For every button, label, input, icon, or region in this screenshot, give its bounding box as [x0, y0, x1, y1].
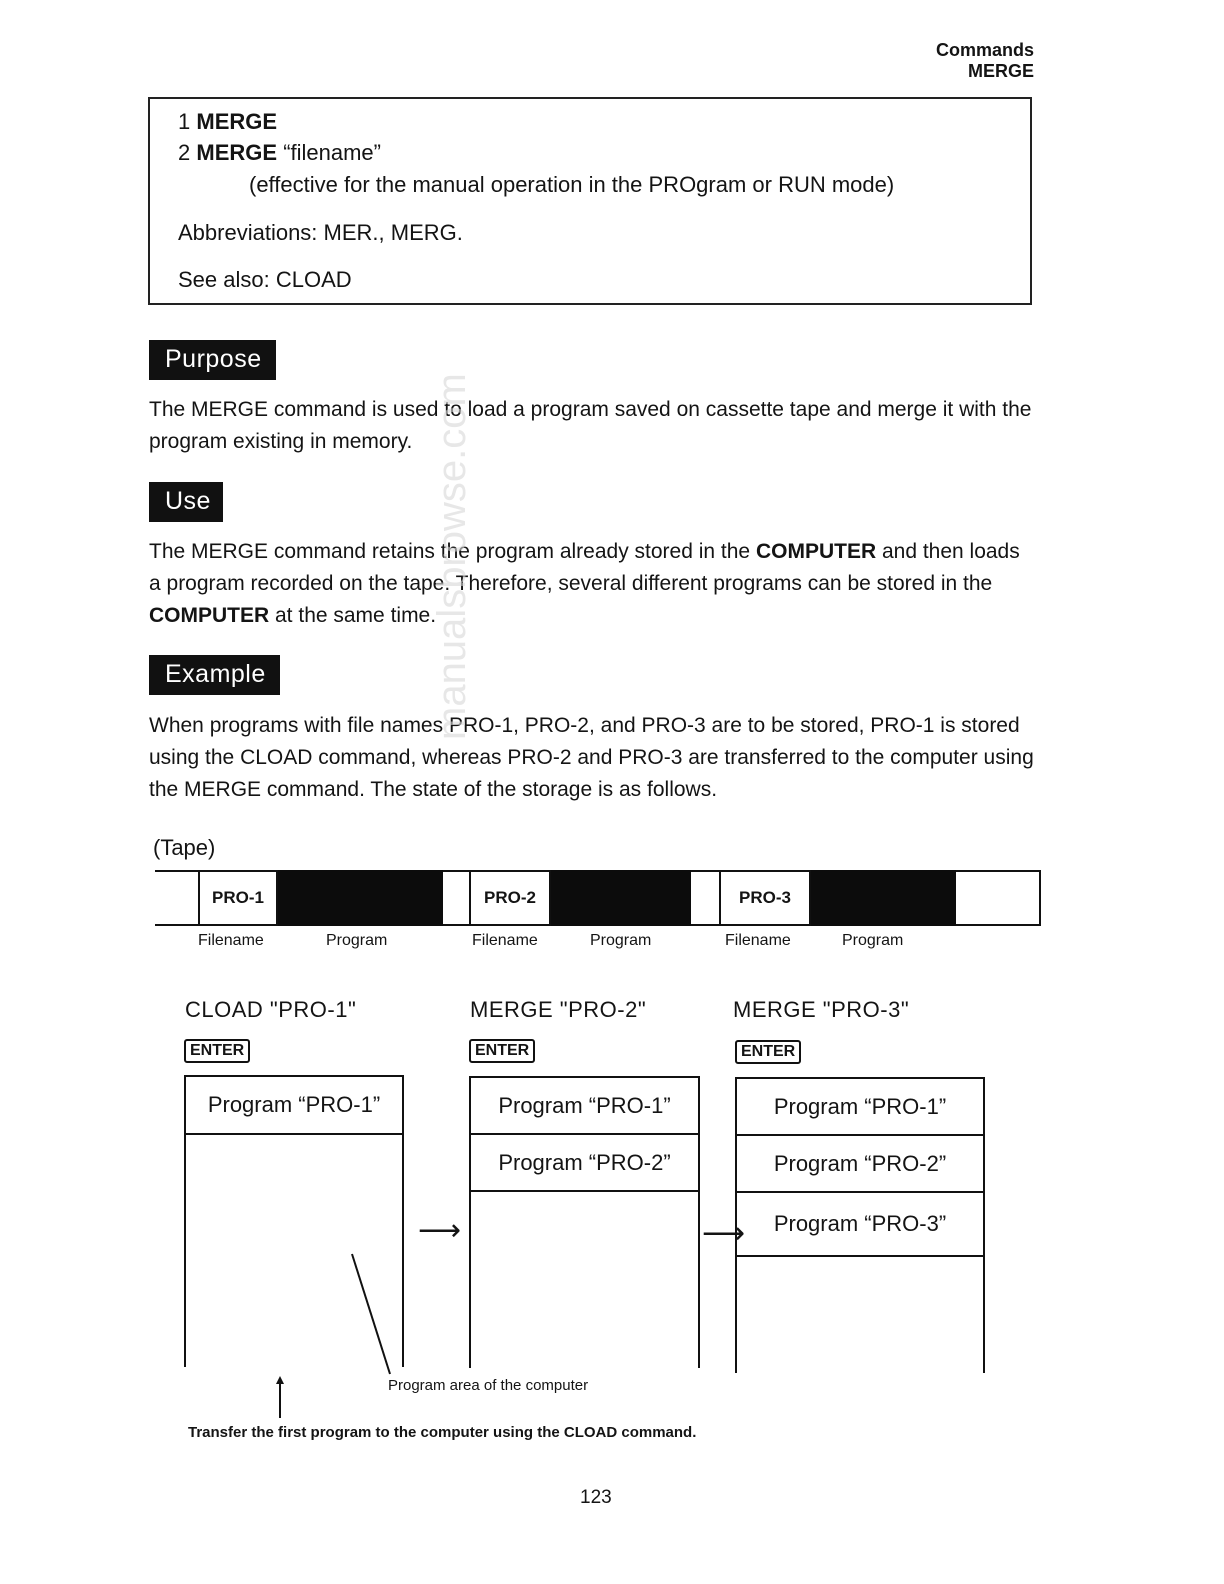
step-1-enter-key: ENTER [184, 1039, 250, 1063]
tape-program-2 [551, 870, 691, 926]
header-section: Commands [935, 40, 1034, 60]
tape-strip [155, 870, 1041, 926]
pointer-lines [270, 1248, 410, 1428]
tape-filename-label-2: Filename [472, 932, 538, 949]
right-arrow-icon: ⟶ [418, 1214, 462, 1247]
tape-label: (Tape) [153, 835, 216, 860]
tape-gap-1 [443, 870, 471, 926]
step-3-command: MERGE "PRO-3" [733, 997, 910, 1022]
watermark: manualsbrowse.com [430, 373, 474, 740]
transfer-caption: Transfer the first program to the computer using the CLOAD command. [188, 1424, 697, 1441]
syntax-note: (effective for the manual operation in the PROgram or RUN mode) [249, 172, 895, 197]
tape-program-3 [811, 870, 956, 926]
tape-filename-3: PRO-3 [719, 870, 811, 926]
step-1-command: CLOAD "PRO-1" [185, 997, 357, 1022]
tape-program-label-2: Program [590, 932, 652, 949]
tape-filename-label-3: Filename [725, 932, 791, 949]
memory-slot: Program “PRO-2” [471, 1133, 698, 1192]
step-2-enter-key: ENTER [469, 1039, 535, 1063]
purpose-text: The MERGE command is used to load a program saved on cassette tape and merge it with the program existing in memory. [149, 398, 1032, 453]
memory-slot: Program “PRO-1” [737, 1077, 983, 1136]
use-heading: Use [149, 482, 223, 522]
memory-slot: Program “PRO-2” [737, 1134, 983, 1193]
page-number: 123 [580, 1487, 612, 1508]
tape-filename-1: PRO-1 [198, 870, 278, 926]
memory-column-2 [469, 1076, 700, 1368]
tape-program-label-1: Program [326, 932, 388, 949]
tape-end [956, 870, 1041, 926]
purpose-heading: Purpose [149, 340, 276, 380]
syntax-line-1: 1 MERGE [178, 109, 278, 134]
tape-gap-2 [691, 870, 721, 926]
tape-leader [155, 870, 200, 926]
memory-slot: Program “PRO-1” [471, 1076, 698, 1135]
program-area-caption: Program area of the computer [388, 1377, 589, 1394]
step-2-command: MERGE "PRO-2" [470, 997, 647, 1022]
see-also: See also: CLOAD [178, 267, 352, 292]
tape-program-label-3: Program [842, 932, 904, 949]
example-text: When programs with file names PRO-1, PRO-2, and PRO-3 are to be stored, PRO-1 is stored using the CLOAD command, whereas PRO-2 and PRO-3 are transferred to the computer using the MERGE command. The state of the storage is as follows. [149, 714, 1034, 801]
step-3-enter-key: ENTER [735, 1040, 801, 1064]
memory-column-3 [735, 1077, 985, 1373]
memory-slot: Program “PRO-1” [186, 1075, 402, 1135]
use-text: The MERGE command retains the program already stored in the COMPUTER and then loads a program recorded on the tape. Therefore, several different programs can be stored in the COMPUTER at the same time. [149, 540, 1020, 627]
tape-filename-2: PRO-2 [469, 870, 551, 926]
memory-slot: Program “PRO-3” [737, 1191, 983, 1257]
abbreviations: Abbreviations: MER., MERG. [178, 220, 463, 245]
running-header [936, 40, 1034, 82]
tape-filename-label-1: Filename [198, 932, 264, 949]
right-arrow-icon: ⟶ [702, 1217, 746, 1250]
example-heading: Example [149, 655, 280, 695]
tape-program-1 [278, 870, 443, 926]
syntax-line-2: 2 MERGE “filename” [178, 140, 381, 165]
header-command: MERGE [967, 61, 1034, 81]
